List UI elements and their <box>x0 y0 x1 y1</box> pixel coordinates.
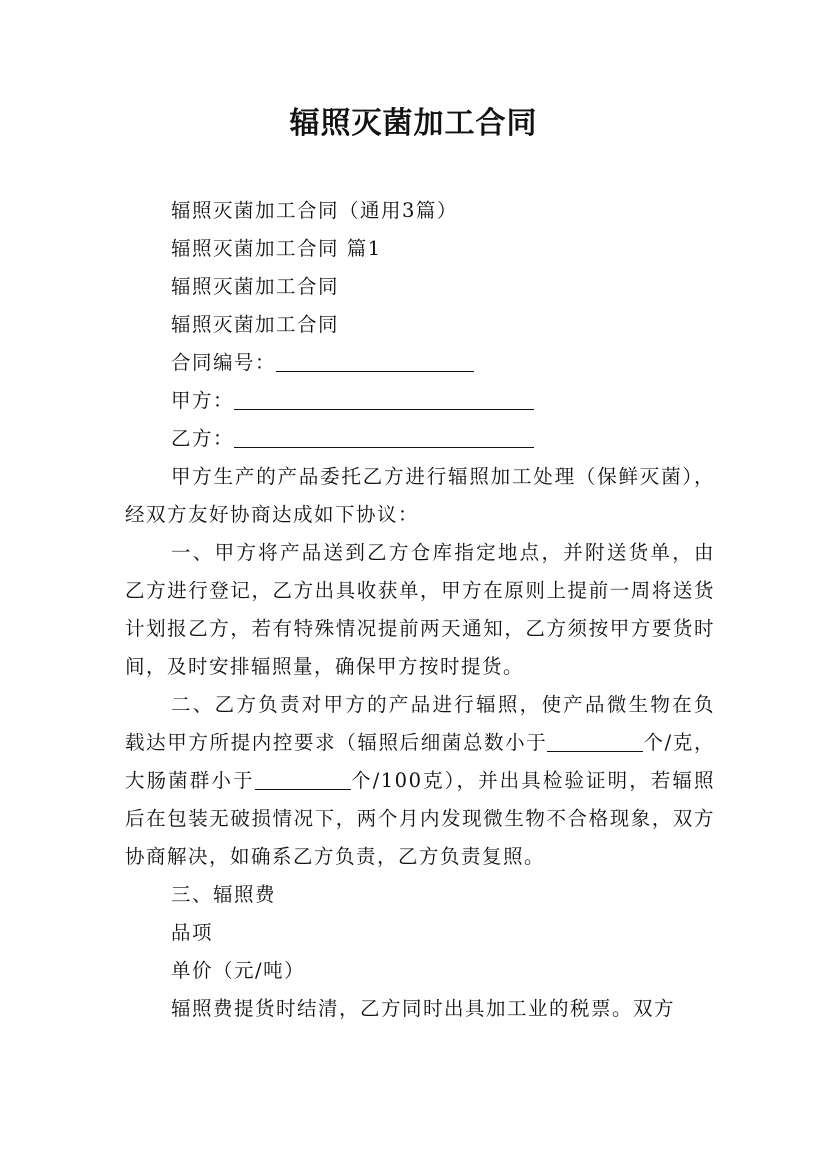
clause-3-item: 品项 <box>171 921 214 944</box>
repeat-title-line: 辐照灭菌加工合同 <box>171 275 340 298</box>
contract-number-blank <box>276 349 474 372</box>
clause-3-heading: 三、辐照费 <box>171 883 277 906</box>
clause-3-unit-price: 单价（元/吨） <box>171 959 306 982</box>
coliform-count-blank <box>255 767 351 790</box>
party-a-line <box>125 382 715 420</box>
party-b-line <box>125 420 715 458</box>
document-body <box>125 192 715 1028</box>
party-a-label: 甲方： <box>171 389 235 412</box>
document-title: 辐照灭菌加工合同 <box>289 106 538 141</box>
intro-paragraph: 甲方生产的产品委托乙方进行辐照加工处理（保鲜灭菌），经双方友好协商达成如下协议： <box>125 465 715 526</box>
repeat-title-line: 辐照灭菌加工合同 <box>171 313 340 336</box>
contract-number-label: 合同编号： <box>171 351 277 374</box>
clause-2-text-3: 个/100克），并出具检验证明，若辐照后在包装无破损情况下，两个月内发现微生物不合格现象，双方协商解决，如确系乙方负责，乙方负责复照。 <box>125 769 715 868</box>
clause-2-text-1: 二、乙方负责对甲方的产品进行辐照，使产品微生物在负载达甲方所提内控要求（辐照后细菌总数小于 <box>125 693 715 754</box>
contract-number-line <box>125 344 715 382</box>
clause-3-paragraph: 辐照费提货时结清，乙方同时出具加工业的税票。双方 <box>171 997 676 1020</box>
subtitle-line: 辐照灭菌加工合同（通用3篇） <box>171 199 458 222</box>
party-a-blank <box>234 387 534 410</box>
party-b-label: 乙方： <box>171 427 235 450</box>
clause-1-paragraph: 一、甲方将产品送到乙方仓库指定地点，并附送货单，由乙方进行登记，乙方出具收获单，甲方在原则上提前一周将送货计划报乙方，若有特殊情况提前两天通知，乙方须按甲方要货时间，及时安排辐照量，确保甲方按时提货。 <box>125 541 715 678</box>
party-b-blank <box>234 425 534 448</box>
clause-2-paragraph <box>125 686 715 876</box>
clause-2-text-2: 个/克，大肠菌群小于 <box>125 731 715 792</box>
bacteria-count-blank <box>547 729 643 752</box>
part-heading: 辐照灭菌加工合同 篇1 <box>171 237 382 260</box>
